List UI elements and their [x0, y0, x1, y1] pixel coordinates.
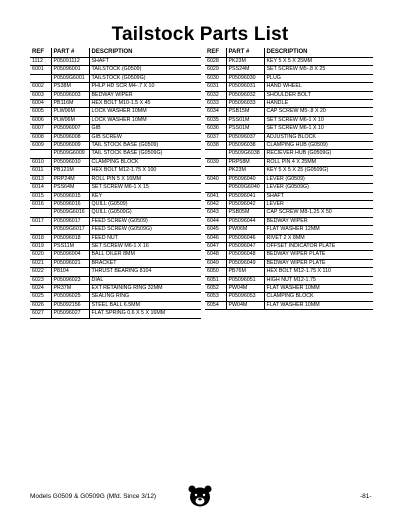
part-number-cell: PK23M [226, 167, 264, 175]
ref-cell: 6044 [205, 217, 226, 225]
ref-cell: 6035 [205, 116, 226, 124]
description-cell: FLAT WASHER 12MM [264, 226, 373, 234]
description-cell: TAIL STOCK BASE (G0509) [89, 142, 201, 150]
part-number-cell: P05096041 [226, 192, 264, 200]
ref-cell: 6007 [30, 125, 51, 133]
table-row [30, 184, 201, 192]
description-cell: DIAL [89, 276, 201, 284]
table-row [30, 108, 201, 116]
part-number-cell: P05092156 [51, 301, 89, 309]
description-cell: QUILL (G0509) [89, 200, 201, 208]
part-number-cell: PB76M [226, 268, 264, 276]
part-number-cell: P0509G6001 [51, 74, 89, 82]
ref-cell: 6019 [30, 242, 51, 250]
description-cell: TAILSTOCK (G0509G) [89, 74, 201, 82]
description-cell: KEY 5 X 5 X 25 (G0509G) [264, 167, 373, 175]
description-cell: BEDWAY WIPER PLATE [264, 251, 373, 259]
part-number-cell: P05096048 [226, 251, 264, 259]
description-cell: SET SCREW M6-1 X 16 [89, 242, 201, 250]
table-row [205, 167, 373, 175]
ref-cell: 6001 [30, 66, 51, 74]
ref-cell: 1112 [30, 58, 51, 66]
ref-cell: 6052 [205, 284, 226, 292]
part-number-cell: P05096044 [226, 217, 264, 225]
table-row [30, 100, 201, 108]
ref-cell: 6034 [205, 108, 226, 116]
table-row [30, 167, 201, 175]
part-number-cell: P05096051 [226, 276, 264, 284]
ref-cell: 6028 [205, 58, 226, 66]
table-row [205, 209, 373, 217]
part-number-cell: PSB05M [226, 209, 264, 217]
part-number-cell: PK23M [226, 58, 264, 66]
ref-cell: 6042 [205, 200, 226, 208]
ref-cell [30, 209, 51, 217]
table-row [205, 184, 373, 192]
part-number-cell: P05096037 [226, 133, 264, 141]
table-row [205, 158, 373, 166]
table-row [30, 234, 201, 242]
ref-cell: 6050 [205, 268, 226, 276]
ref-cell: 6054 [205, 301, 226, 309]
part-number-cell: P05096030 [226, 74, 264, 82]
table-row [30, 158, 201, 166]
part-number-cell: PW06M [226, 226, 264, 234]
table-row [30, 66, 201, 74]
table-row [205, 83, 373, 91]
description-cell: PLUG [264, 74, 373, 82]
table-row [30, 251, 201, 259]
ref-cell: 6025 [30, 293, 51, 301]
parts-table-left [30, 48, 201, 319]
ref-cell: 6004 [30, 100, 51, 108]
description-cell: EXT RETAINING RING 32MM [89, 284, 201, 292]
description-header: DESCRIPTION [264, 48, 373, 58]
description-cell: LOCK WASHER 10MM [89, 108, 201, 116]
description-cell: SEALING RING [89, 293, 201, 301]
ref-cell: 6040 [205, 175, 226, 183]
description-cell: FEED SCREW (G0509G) [89, 226, 201, 234]
description-cell: LEVER (G0509G) [264, 184, 373, 192]
ref-cell: 6006 [30, 116, 51, 124]
ref-cell: 6029 [205, 66, 226, 74]
ref-cell: 6010 [30, 158, 51, 166]
page-title: Tailstock Parts List [111, 24, 289, 45]
ref-cell: 6032 [205, 91, 226, 99]
table-row [205, 259, 373, 267]
table-row [30, 116, 201, 124]
description-cell: FLAT WASHER 10MM [264, 284, 373, 292]
table-row [30, 91, 201, 99]
ref-cell: 6022 [30, 268, 51, 276]
table-row [205, 293, 373, 301]
table-row [205, 100, 373, 108]
part-number-cell: PRP58M [226, 158, 264, 166]
ref-cell: 6030 [205, 74, 226, 82]
part-number-cell: P05096032 [226, 91, 264, 99]
table-header-row [205, 48, 373, 58]
part-number-cell: P05096016 [51, 200, 89, 208]
part-number-cell: PSS24M [226, 66, 264, 74]
table-row [205, 74, 373, 82]
part-number-cell: PR37M [51, 284, 89, 292]
ref-cell: 6047 [205, 242, 226, 250]
ref-cell: 6018 [30, 234, 51, 242]
description-cell: HEX BOLT M10-1.5 X 45 [89, 100, 201, 108]
table-row [205, 125, 373, 133]
table-row [30, 192, 201, 200]
table-row [30, 209, 201, 217]
part-number-cell: P05096021 [51, 259, 89, 267]
description-cell: BRACKET [89, 259, 201, 267]
description-cell: ROLL PIN 5 X 16MM [89, 175, 201, 183]
ref-cell: 6024 [30, 284, 51, 292]
ref-cell: 6033 [205, 100, 226, 108]
part-number-cell: P05096023 [51, 276, 89, 284]
table-row [30, 217, 201, 225]
ref-cell [205, 184, 226, 192]
table-row [205, 116, 373, 124]
ref-cell [30, 226, 51, 234]
table-row [205, 217, 373, 225]
part-number-cell: P05091112 [51, 58, 89, 66]
description-cell: SHAFT [89, 58, 201, 66]
ref-cell: 6015 [30, 192, 51, 200]
part-number-cell: P0509G6016 [51, 209, 89, 217]
ref-cell: 6053 [205, 293, 226, 301]
ref-cell: 6013 [30, 175, 51, 183]
description-cell: SHOULDER BOLT [264, 91, 373, 99]
ref-cell: 6011 [30, 167, 51, 175]
table-header-row [30, 48, 201, 58]
table-row [205, 284, 373, 292]
description-cell: CAP SCREW M8-1.25 X 50 [264, 209, 373, 217]
part-number-cell: P0509G6017 [51, 226, 89, 234]
part-number-cell: P05096008 [51, 133, 89, 141]
description-cell: OFFSET INDICATOR PLATE [264, 242, 373, 250]
part-number-cell: PSS01M [226, 116, 264, 124]
part-number-cell: P05096049 [226, 259, 264, 267]
description-header: DESCRIPTION [89, 48, 201, 58]
description-cell: HIGH NUT M12-1.75 [264, 276, 373, 284]
description-cell: SHAFT [264, 192, 373, 200]
table-row [205, 200, 373, 208]
ref-cell: 6027 [30, 310, 51, 318]
table-row [30, 242, 201, 250]
table-row [30, 293, 201, 301]
description-cell: RECIEVER HUB (G0509G) [264, 150, 373, 158]
part-number-cell: P05096009 [51, 142, 89, 150]
ref-cell [205, 167, 226, 175]
ref-cell: 6014 [30, 184, 51, 192]
table-row [205, 66, 373, 74]
table-row [30, 74, 201, 82]
description-cell: LEVER [264, 200, 373, 208]
table-row [30, 301, 201, 309]
part-number-cell: P05096042 [226, 200, 264, 208]
part-number-cell: PB116M [51, 100, 89, 108]
description-cell: RIVET 2 X 8MM [264, 234, 373, 242]
part-number-cell: P0509G6038 [226, 150, 264, 158]
part-number-cell: P05096038 [226, 142, 264, 150]
description-cell: LEVER (G0509) [264, 175, 373, 183]
description-cell: BALL OILER 8MM [89, 251, 201, 259]
part-number-cell: PB121M [51, 167, 89, 175]
description-cell: KEY 5 X 5 X 25MM [264, 58, 373, 66]
table-row [205, 226, 373, 234]
table-row [205, 192, 373, 200]
description-cell: CLAMPING BLOCK [89, 158, 201, 166]
table-row [30, 310, 201, 318]
table-row [205, 142, 373, 150]
part-number-cell: P05096001 [51, 66, 89, 74]
ref-cell: 6005 [30, 108, 51, 116]
part-number-cell: P05096040 [226, 175, 264, 183]
ref-cell: 6020 [30, 251, 51, 259]
ref-cell: 6009 [30, 142, 51, 150]
table-row [205, 242, 373, 250]
table-row [205, 133, 373, 141]
description-cell: FLAT WASHER 10MM [264, 301, 373, 309]
bear-logo-icon [186, 484, 214, 508]
description-cell: BEDWAY WIPER [264, 217, 373, 225]
table-row [30, 226, 201, 234]
part-number-cell: PW04M [226, 284, 264, 292]
description-cell: QUILL (G0509G) [89, 209, 201, 217]
ref-cell: 6031 [205, 83, 226, 91]
description-cell: FEED NUT [89, 234, 201, 242]
description-cell: GIB [89, 125, 201, 133]
ref-cell: 6016 [30, 200, 51, 208]
description-cell: SET SCREW M6-1 X 10 [264, 116, 373, 124]
table-row [205, 108, 373, 116]
part-number-cell: PSB15M [226, 108, 264, 116]
ref-cell: 6048 [205, 251, 226, 259]
table-row [30, 200, 201, 208]
part-number-cell: P0509G6040 [226, 184, 264, 192]
description-cell: STEEL BALL 6.5MM [89, 301, 201, 309]
description-cell: FLAT SPRING 0.6 X 5 X 16MM [89, 310, 201, 318]
description-cell: CAP SCREW M5-.8 X 20 [264, 108, 373, 116]
footer-model-text: Models G0509 & G0509G (Mfd. Since 3/12) [30, 493, 157, 500]
description-cell: THRUST BEARING 8104 [89, 268, 201, 276]
table-row [30, 276, 201, 284]
table-row [30, 175, 201, 183]
description-cell: ADJUSTING BLOCK [264, 133, 373, 141]
ref-cell: 6045 [205, 226, 226, 234]
description-cell: HANDLE [264, 100, 373, 108]
table-row [30, 58, 201, 66]
table-row [30, 83, 201, 91]
part-header: PART # [51, 48, 89, 58]
ref-cell: 6002 [30, 83, 51, 91]
part-number-cell: P05096017 [51, 217, 89, 225]
table-row [205, 301, 373, 309]
part-number-cell: PS38M [51, 83, 89, 91]
description-cell: BEDWAY WIPER [89, 91, 201, 99]
ref-cell: 6049 [205, 259, 226, 267]
table-row [205, 175, 373, 183]
table-row [30, 133, 201, 141]
description-cell: ROLL PIN 4 X 25MM [264, 158, 373, 166]
table-row [205, 91, 373, 99]
table-row [30, 150, 201, 158]
ref-cell [30, 150, 51, 158]
table-row [30, 284, 201, 292]
description-cell: TAILSTOCK (G0509) [89, 66, 201, 74]
part-number-cell: P05096003 [51, 91, 89, 99]
part-number-cell: P05096053 [226, 293, 264, 301]
ref-cell: 6017 [30, 217, 51, 225]
description-cell: GIB SCREW [89, 133, 201, 141]
part-number-cell: P05096027 [51, 310, 89, 318]
part-number-cell: P05096004 [51, 251, 89, 259]
part-number-cell: PSS11M [51, 242, 89, 250]
part-number-cell: P05096031 [226, 83, 264, 91]
part-number-cell: PLW06M [51, 108, 89, 116]
part-number-cell: P05096007 [51, 125, 89, 133]
table-row [205, 150, 373, 158]
ref-cell: 6021 [30, 259, 51, 267]
ref-cell: 6037 [205, 133, 226, 141]
description-cell: SET SCREW M6-1 X 10 [264, 125, 373, 133]
ref-cell [30, 74, 51, 82]
description-cell: LOCK WASHER 10MM [89, 116, 201, 124]
ref-cell: 6039 [205, 158, 226, 166]
description-cell: SET SCREW M5-.8 X 25 [264, 66, 373, 74]
part-number-cell: P8104 [51, 268, 89, 276]
part-number-cell: P05096015 [51, 192, 89, 200]
description-cell: PHLP HD SCR M4-.7 X 10 [89, 83, 201, 91]
ref-cell [205, 150, 226, 158]
table-row [30, 268, 201, 276]
ref-cell: 6023 [30, 276, 51, 284]
table-row [30, 142, 201, 150]
part-number-cell: P05096025 [51, 293, 89, 301]
description-cell: SET SCREW M6-1 X 15 [89, 184, 201, 192]
description-cell: CLAMPING HUB (G0509) [264, 142, 373, 150]
description-cell: HEX BOLT M12-1.75 X 110 [264, 268, 373, 276]
part-header: PART # [226, 48, 264, 58]
description-cell: KEY [89, 192, 201, 200]
parts-table-right [205, 48, 373, 310]
part-number-cell: P05096018 [51, 234, 89, 242]
part-number-cell: PW04M [226, 301, 264, 309]
table-row [205, 276, 373, 284]
part-number-cell: PRP24M [51, 175, 89, 183]
part-number-cell: P05096046 [226, 234, 264, 242]
ref-cell: 6003 [30, 91, 51, 99]
ref-cell: 6038 [205, 142, 226, 150]
ref-cell: 6046 [205, 234, 226, 242]
page-number: -81- [360, 493, 372, 500]
description-cell: TAIL STOCK BASE (G0509G) [89, 150, 201, 158]
part-number-cell: P05096010 [51, 158, 89, 166]
part-number-cell: PSS01M [226, 125, 264, 133]
ref-cell: 6008 [30, 133, 51, 141]
ref-cell: 6041 [205, 192, 226, 200]
ref-cell: 6051 [205, 276, 226, 284]
ref-cell: 6026 [30, 301, 51, 309]
description-cell: FEED SCREW (G0509) [89, 217, 201, 225]
table-row [30, 125, 201, 133]
ref-header: REF [30, 48, 51, 58]
part-number-cell: P05096047 [226, 242, 264, 250]
ref-header: REF [205, 48, 226, 58]
description-cell: CLAMPING BLOCK [264, 293, 373, 301]
table-row [30, 259, 201, 267]
description-cell: HAND WHEEL [264, 83, 373, 91]
description-cell: BEDWAY WIPER PLATE [264, 259, 373, 267]
table-row [205, 268, 373, 276]
table-row [205, 58, 373, 66]
table-row [205, 234, 373, 242]
ref-cell: 6043 [205, 209, 226, 217]
part-number-cell: PLW06M [51, 116, 89, 124]
table-row [205, 251, 373, 259]
description-cell: HEX BOLT M12-1.75 X 100 [89, 167, 201, 175]
part-number-cell: P0509G6009 [51, 150, 89, 158]
part-number-cell: PSS64M [51, 184, 89, 192]
ref-cell: 6036 [205, 125, 226, 133]
part-number-cell: P05096033 [226, 100, 264, 108]
